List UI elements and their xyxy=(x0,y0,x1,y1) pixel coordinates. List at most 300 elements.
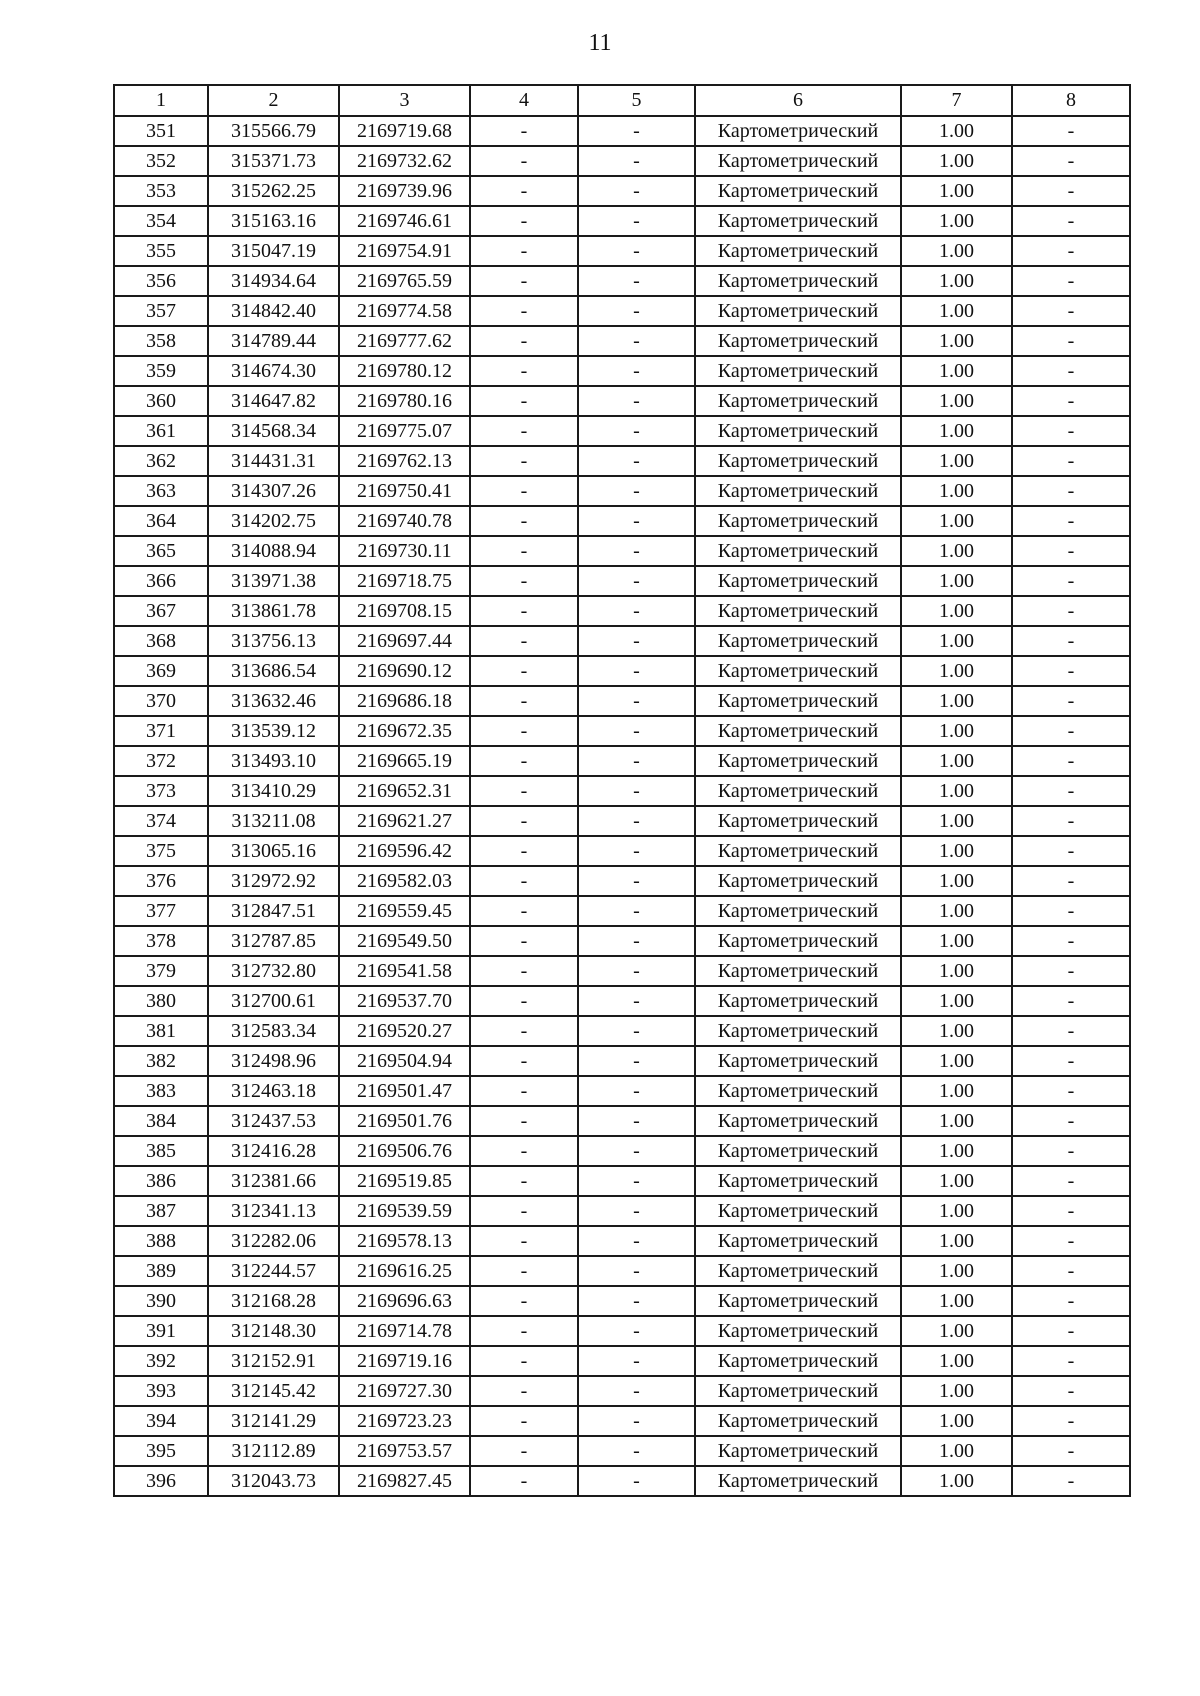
column-5-cell: - xyxy=(578,386,695,416)
x-coordinate-cell: 312583.34 xyxy=(208,1016,339,1046)
column-4-cell: - xyxy=(470,296,578,326)
accuracy-cell: 1.00 xyxy=(901,746,1012,776)
x-coordinate-cell: 313539.12 xyxy=(208,716,339,746)
column-4-cell: - xyxy=(470,1196,578,1226)
column-8-cell: - xyxy=(1012,446,1130,476)
table-row xyxy=(114,566,1130,596)
header-row xyxy=(114,85,1130,116)
x-coordinate-cell: 312141.29 xyxy=(208,1406,339,1436)
column-5-cell: - xyxy=(578,1106,695,1136)
y-coordinate-cell: 2169740.78 xyxy=(339,506,470,536)
column-5-cell: - xyxy=(578,1406,695,1436)
column-8-cell: - xyxy=(1012,566,1130,596)
x-coordinate-cell: 314934.64 xyxy=(208,266,339,296)
y-coordinate-cell: 2169697.44 xyxy=(339,626,470,656)
x-coordinate-cell: 312972.92 xyxy=(208,866,339,896)
accuracy-cell: 1.00 xyxy=(901,836,1012,866)
y-coordinate-cell: 2169732.62 xyxy=(339,146,470,176)
table-row xyxy=(114,506,1130,536)
table-row xyxy=(114,1016,1130,1046)
accuracy-cell: 1.00 xyxy=(901,896,1012,926)
column-8-cell: - xyxy=(1012,836,1130,866)
point-number-cell: 352 xyxy=(114,146,208,176)
accuracy-cell: 1.00 xyxy=(901,1076,1012,1106)
x-coordinate-cell: 312437.53 xyxy=(208,1106,339,1136)
point-number-cell: 354 xyxy=(114,206,208,236)
column-4-cell: - xyxy=(470,566,578,596)
column-8-cell: - xyxy=(1012,986,1130,1016)
method-cell: Картометрический xyxy=(695,116,901,146)
x-coordinate-cell: 313686.54 xyxy=(208,656,339,686)
table-row xyxy=(114,1046,1130,1076)
column-8-cell: - xyxy=(1012,1466,1130,1496)
y-coordinate-cell: 2169578.13 xyxy=(339,1226,470,1256)
column-8-cell: - xyxy=(1012,1016,1130,1046)
table-row xyxy=(114,896,1130,926)
point-number-cell: 358 xyxy=(114,326,208,356)
column-8-cell: - xyxy=(1012,686,1130,716)
accuracy-cell: 1.00 xyxy=(901,626,1012,656)
y-coordinate-cell: 2169746.61 xyxy=(339,206,470,236)
y-coordinate-cell: 2169501.47 xyxy=(339,1076,470,1106)
column-8-cell: - xyxy=(1012,806,1130,836)
column-4-cell: - xyxy=(470,1376,578,1406)
x-coordinate-cell: 315566.79 xyxy=(208,116,339,146)
y-coordinate-cell: 2169616.25 xyxy=(339,1256,470,1286)
column-header-5: 5 xyxy=(578,85,695,116)
column-5-cell: - xyxy=(578,1136,695,1166)
point-number-cell: 353 xyxy=(114,176,208,206)
y-coordinate-cell: 2169775.07 xyxy=(339,416,470,446)
point-number-cell: 382 xyxy=(114,1046,208,1076)
column-8-cell: - xyxy=(1012,1076,1130,1106)
accuracy-cell: 1.00 xyxy=(901,356,1012,386)
point-number-cell: 396 xyxy=(114,1466,208,1496)
y-coordinate-cell: 2169549.50 xyxy=(339,926,470,956)
column-header-3: 3 xyxy=(339,85,470,116)
column-8-cell: - xyxy=(1012,626,1130,656)
y-coordinate-cell: 2169708.15 xyxy=(339,596,470,626)
method-cell: Картометрический xyxy=(695,566,901,596)
method-cell: Картометрический xyxy=(695,536,901,566)
column-5-cell: - xyxy=(578,596,695,626)
column-4-cell: - xyxy=(470,266,578,296)
point-number-cell: 361 xyxy=(114,416,208,446)
y-coordinate-cell: 2169714.78 xyxy=(339,1316,470,1346)
accuracy-cell: 1.00 xyxy=(901,1046,1012,1076)
column-4-cell: - xyxy=(470,116,578,146)
method-cell: Картометрический xyxy=(695,176,901,206)
x-coordinate-cell: 312416.28 xyxy=(208,1136,339,1166)
table-row xyxy=(114,836,1130,866)
y-coordinate-cell: 2169672.35 xyxy=(339,716,470,746)
point-number-cell: 391 xyxy=(114,1316,208,1346)
column-8-cell: - xyxy=(1012,896,1130,926)
point-number-cell: 383 xyxy=(114,1076,208,1106)
method-cell: Картометрический xyxy=(695,986,901,1016)
method-cell: Картометрический xyxy=(695,1466,901,1496)
column-5-cell: - xyxy=(578,236,695,266)
method-cell: Картометрический xyxy=(695,326,901,356)
table-row xyxy=(114,206,1130,236)
accuracy-cell: 1.00 xyxy=(901,116,1012,146)
point-number-cell: 363 xyxy=(114,476,208,506)
accuracy-cell: 1.00 xyxy=(901,686,1012,716)
column-4-cell: - xyxy=(470,1166,578,1196)
point-number-cell: 367 xyxy=(114,596,208,626)
point-number-cell: 386 xyxy=(114,1166,208,1196)
method-cell: Картометрический xyxy=(695,686,901,716)
table-row xyxy=(114,1226,1130,1256)
y-coordinate-cell: 2169730.11 xyxy=(339,536,470,566)
x-coordinate-cell: 315371.73 xyxy=(208,146,339,176)
method-cell: Картометрический xyxy=(695,1166,901,1196)
coordinates-table xyxy=(113,84,1131,1497)
point-number-cell: 394 xyxy=(114,1406,208,1436)
y-coordinate-cell: 2169750.41 xyxy=(339,476,470,506)
method-cell: Картометрический xyxy=(695,1046,901,1076)
x-coordinate-cell: 312043.73 xyxy=(208,1466,339,1496)
accuracy-cell: 1.00 xyxy=(901,926,1012,956)
column-4-cell: - xyxy=(470,1136,578,1166)
method-cell: Картометрический xyxy=(695,896,901,926)
x-coordinate-cell: 312732.80 xyxy=(208,956,339,986)
column-8-cell: - xyxy=(1012,416,1130,446)
column-4-cell: - xyxy=(470,1256,578,1286)
method-cell: Картометрический xyxy=(695,956,901,986)
method-cell: Картометрический xyxy=(695,266,901,296)
column-4-cell: - xyxy=(470,176,578,206)
accuracy-cell: 1.00 xyxy=(901,596,1012,626)
method-cell: Картометрический xyxy=(695,626,901,656)
column-4-cell: - xyxy=(470,386,578,416)
table-row xyxy=(114,386,1130,416)
accuracy-cell: 1.00 xyxy=(901,296,1012,326)
column-4-cell: - xyxy=(470,986,578,1016)
table-row xyxy=(114,776,1130,806)
column-4-cell: - xyxy=(470,596,578,626)
accuracy-cell: 1.00 xyxy=(901,1196,1012,1226)
y-coordinate-cell: 2169765.59 xyxy=(339,266,470,296)
column-8-cell: - xyxy=(1012,506,1130,536)
method-cell: Картометрический xyxy=(695,656,901,686)
point-number-cell: 371 xyxy=(114,716,208,746)
column-8-cell: - xyxy=(1012,1346,1130,1376)
column-4-cell: - xyxy=(470,806,578,836)
column-4-cell: - xyxy=(470,206,578,236)
y-coordinate-cell: 2169559.45 xyxy=(339,896,470,926)
method-cell: Картометрический xyxy=(695,1136,901,1166)
accuracy-cell: 1.00 xyxy=(901,656,1012,686)
y-coordinate-cell: 2169520.27 xyxy=(339,1016,470,1046)
method-cell: Картометрический xyxy=(695,236,901,266)
column-4-cell: - xyxy=(470,326,578,356)
accuracy-cell: 1.00 xyxy=(901,716,1012,746)
column-5-cell: - xyxy=(578,686,695,716)
column-8-cell: - xyxy=(1012,386,1130,416)
column-8-cell: - xyxy=(1012,746,1130,776)
y-coordinate-cell: 2169727.30 xyxy=(339,1376,470,1406)
column-4-cell: - xyxy=(470,506,578,536)
column-5-cell: - xyxy=(578,926,695,956)
column-8-cell: - xyxy=(1012,296,1130,326)
method-cell: Картометрический xyxy=(695,1436,901,1466)
column-5-cell: - xyxy=(578,1226,695,1256)
column-4-cell: - xyxy=(470,1466,578,1496)
y-coordinate-cell: 2169780.12 xyxy=(339,356,470,386)
table-row xyxy=(114,746,1130,776)
x-coordinate-cell: 312787.85 xyxy=(208,926,339,956)
y-coordinate-cell: 2169690.12 xyxy=(339,656,470,686)
column-5-cell: - xyxy=(578,506,695,536)
column-header-6: 6 xyxy=(695,85,901,116)
table-row xyxy=(114,1376,1130,1406)
method-cell: Картометрический xyxy=(695,596,901,626)
point-number-cell: 393 xyxy=(114,1376,208,1406)
point-number-cell: 381 xyxy=(114,1016,208,1046)
table-row xyxy=(114,956,1130,986)
column-8-cell: - xyxy=(1012,236,1130,266)
x-coordinate-cell: 314842.40 xyxy=(208,296,339,326)
y-coordinate-cell: 2169774.58 xyxy=(339,296,470,326)
method-cell: Картометрический xyxy=(695,1256,901,1286)
accuracy-cell: 1.00 xyxy=(901,236,1012,266)
x-coordinate-cell: 313756.13 xyxy=(208,626,339,656)
x-coordinate-cell: 315047.19 xyxy=(208,236,339,266)
column-5-cell: - xyxy=(578,776,695,806)
point-number-cell: 387 xyxy=(114,1196,208,1226)
table-row xyxy=(114,116,1130,146)
accuracy-cell: 1.00 xyxy=(901,776,1012,806)
point-number-cell: 376 xyxy=(114,866,208,896)
accuracy-cell: 1.00 xyxy=(901,446,1012,476)
point-number-cell: 365 xyxy=(114,536,208,566)
column-5-cell: - xyxy=(578,1436,695,1466)
accuracy-cell: 1.00 xyxy=(901,416,1012,446)
method-cell: Картометрический xyxy=(695,866,901,896)
column-8-cell: - xyxy=(1012,596,1130,626)
column-5-cell: - xyxy=(578,716,695,746)
x-coordinate-cell: 313065.16 xyxy=(208,836,339,866)
x-coordinate-cell: 312168.28 xyxy=(208,1286,339,1316)
column-8-cell: - xyxy=(1012,1376,1130,1406)
table-row xyxy=(114,1106,1130,1136)
accuracy-cell: 1.00 xyxy=(901,266,1012,296)
column-4-cell: - xyxy=(470,1316,578,1346)
point-number-cell: 355 xyxy=(114,236,208,266)
column-8-cell: - xyxy=(1012,116,1130,146)
table-row xyxy=(114,1406,1130,1436)
method-cell: Картометрический xyxy=(695,476,901,506)
x-coordinate-cell: 312148.30 xyxy=(208,1316,339,1346)
y-coordinate-cell: 2169506.76 xyxy=(339,1136,470,1166)
column-4-cell: - xyxy=(470,356,578,386)
column-8-cell: - xyxy=(1012,656,1130,686)
method-cell: Картометрический xyxy=(695,206,901,236)
point-number-cell: 362 xyxy=(114,446,208,476)
column-4-cell: - xyxy=(470,1436,578,1466)
y-coordinate-cell: 2169754.91 xyxy=(339,236,470,266)
table-row xyxy=(114,1316,1130,1346)
x-coordinate-cell: 312244.57 xyxy=(208,1256,339,1286)
column-5-cell: - xyxy=(578,206,695,236)
accuracy-cell: 1.00 xyxy=(901,176,1012,206)
table-row xyxy=(114,1196,1130,1226)
x-coordinate-cell: 313493.10 xyxy=(208,746,339,776)
column-5-cell: - xyxy=(578,356,695,386)
x-coordinate-cell: 315163.16 xyxy=(208,206,339,236)
accuracy-cell: 1.00 xyxy=(901,1466,1012,1496)
point-number-cell: 356 xyxy=(114,266,208,296)
accuracy-cell: 1.00 xyxy=(901,386,1012,416)
column-8-cell: - xyxy=(1012,1436,1130,1466)
column-5-cell: - xyxy=(578,176,695,206)
column-header-4: 4 xyxy=(470,85,578,116)
column-4-cell: - xyxy=(470,1406,578,1436)
table-row xyxy=(114,476,1130,506)
method-cell: Картометрический xyxy=(695,1406,901,1436)
x-coordinate-cell: 312112.89 xyxy=(208,1436,339,1466)
column-4-cell: - xyxy=(470,146,578,176)
x-coordinate-cell: 313632.46 xyxy=(208,686,339,716)
point-number-cell: 390 xyxy=(114,1286,208,1316)
y-coordinate-cell: 2169719.16 xyxy=(339,1346,470,1376)
table-header xyxy=(114,85,1130,116)
x-coordinate-cell: 314088.94 xyxy=(208,536,339,566)
table-row xyxy=(114,1076,1130,1106)
y-coordinate-cell: 2169777.62 xyxy=(339,326,470,356)
column-5-cell: - xyxy=(578,806,695,836)
column-5-cell: - xyxy=(578,446,695,476)
point-number-cell: 369 xyxy=(114,656,208,686)
x-coordinate-cell: 312381.66 xyxy=(208,1166,339,1196)
column-4-cell: - xyxy=(470,956,578,986)
point-number-cell: 385 xyxy=(114,1136,208,1166)
method-cell: Картометрический xyxy=(695,1196,901,1226)
column-5-cell: - xyxy=(578,416,695,446)
y-coordinate-cell: 2169539.59 xyxy=(339,1196,470,1226)
table-row xyxy=(114,536,1130,566)
column-8-cell: - xyxy=(1012,716,1130,746)
column-8-cell: - xyxy=(1012,776,1130,806)
column-header-8: 8 xyxy=(1012,85,1130,116)
x-coordinate-cell: 312282.06 xyxy=(208,1226,339,1256)
table-row xyxy=(114,236,1130,266)
table-row xyxy=(114,926,1130,956)
x-coordinate-cell: 312341.13 xyxy=(208,1196,339,1226)
y-coordinate-cell: 2169504.94 xyxy=(339,1046,470,1076)
point-number-cell: 384 xyxy=(114,1106,208,1136)
column-4-cell: - xyxy=(470,686,578,716)
point-number-cell: 388 xyxy=(114,1226,208,1256)
accuracy-cell: 1.00 xyxy=(901,866,1012,896)
column-8-cell: - xyxy=(1012,1256,1130,1286)
column-4-cell: - xyxy=(470,776,578,806)
point-number-cell: 377 xyxy=(114,896,208,926)
accuracy-cell: 1.00 xyxy=(901,1136,1012,1166)
accuracy-cell: 1.00 xyxy=(901,1316,1012,1346)
point-number-cell: 357 xyxy=(114,296,208,326)
table-row xyxy=(114,1436,1130,1466)
method-cell: Картометрический xyxy=(695,386,901,416)
x-coordinate-cell: 312847.51 xyxy=(208,896,339,926)
page-number: 11 xyxy=(588,30,612,56)
point-number-cell: 368 xyxy=(114,626,208,656)
column-4-cell: - xyxy=(470,236,578,266)
column-4-cell: - xyxy=(470,926,578,956)
method-cell: Картометрический xyxy=(695,926,901,956)
column-5-cell: - xyxy=(578,836,695,866)
column-8-cell: - xyxy=(1012,266,1130,296)
column-8-cell: - xyxy=(1012,326,1130,356)
column-8-cell: - xyxy=(1012,1196,1130,1226)
column-8-cell: - xyxy=(1012,176,1130,206)
accuracy-cell: 1.00 xyxy=(901,326,1012,356)
column-4-cell: - xyxy=(470,1076,578,1106)
accuracy-cell: 1.00 xyxy=(901,986,1012,1016)
column-4-cell: - xyxy=(470,746,578,776)
column-5-cell: - xyxy=(578,1346,695,1376)
column-4-cell: - xyxy=(470,836,578,866)
table-row xyxy=(114,716,1130,746)
column-5-cell: - xyxy=(578,866,695,896)
column-4-cell: - xyxy=(470,896,578,926)
y-coordinate-cell: 2169719.68 xyxy=(339,116,470,146)
column-5-cell: - xyxy=(578,116,695,146)
method-cell: Картометрический xyxy=(695,1316,901,1346)
column-8-cell: - xyxy=(1012,1316,1130,1346)
table-row xyxy=(114,446,1130,476)
x-coordinate-cell: 315262.25 xyxy=(208,176,339,206)
y-coordinate-cell: 2169696.63 xyxy=(339,1286,470,1316)
y-coordinate-cell: 2169827.45 xyxy=(339,1466,470,1496)
column-8-cell: - xyxy=(1012,206,1130,236)
accuracy-cell: 1.00 xyxy=(901,1256,1012,1286)
method-cell: Картометрический xyxy=(695,806,901,836)
column-4-cell: - xyxy=(470,1016,578,1046)
method-cell: Картометрический xyxy=(695,296,901,326)
x-coordinate-cell: 313971.38 xyxy=(208,566,339,596)
method-cell: Картометрический xyxy=(695,1226,901,1256)
x-coordinate-cell: 312700.61 xyxy=(208,986,339,1016)
column-8-cell: - xyxy=(1012,926,1130,956)
accuracy-cell: 1.00 xyxy=(901,1166,1012,1196)
column-8-cell: - xyxy=(1012,356,1130,386)
column-5-cell: - xyxy=(578,476,695,506)
accuracy-cell: 1.00 xyxy=(901,506,1012,536)
column-5-cell: - xyxy=(578,1196,695,1226)
column-5-cell: - xyxy=(578,626,695,656)
y-coordinate-cell: 2169537.70 xyxy=(339,986,470,1016)
accuracy-cell: 1.00 xyxy=(901,146,1012,176)
method-cell: Картометрический xyxy=(695,1286,901,1316)
table-row xyxy=(114,1256,1130,1286)
x-coordinate-cell: 314568.34 xyxy=(208,416,339,446)
method-cell: Картометрический xyxy=(695,506,901,536)
column-4-cell: - xyxy=(470,866,578,896)
column-5-cell: - xyxy=(578,1316,695,1346)
y-coordinate-cell: 2169686.18 xyxy=(339,686,470,716)
x-coordinate-cell: 314674.30 xyxy=(208,356,339,386)
table-body xyxy=(114,116,1130,1496)
table-row xyxy=(114,806,1130,836)
x-coordinate-cell: 312498.96 xyxy=(208,1046,339,1076)
point-number-cell: 389 xyxy=(114,1256,208,1286)
point-number-cell: 378 xyxy=(114,926,208,956)
x-coordinate-cell: 314789.44 xyxy=(208,326,339,356)
column-5-cell: - xyxy=(578,1016,695,1046)
x-coordinate-cell: 313861.78 xyxy=(208,596,339,626)
